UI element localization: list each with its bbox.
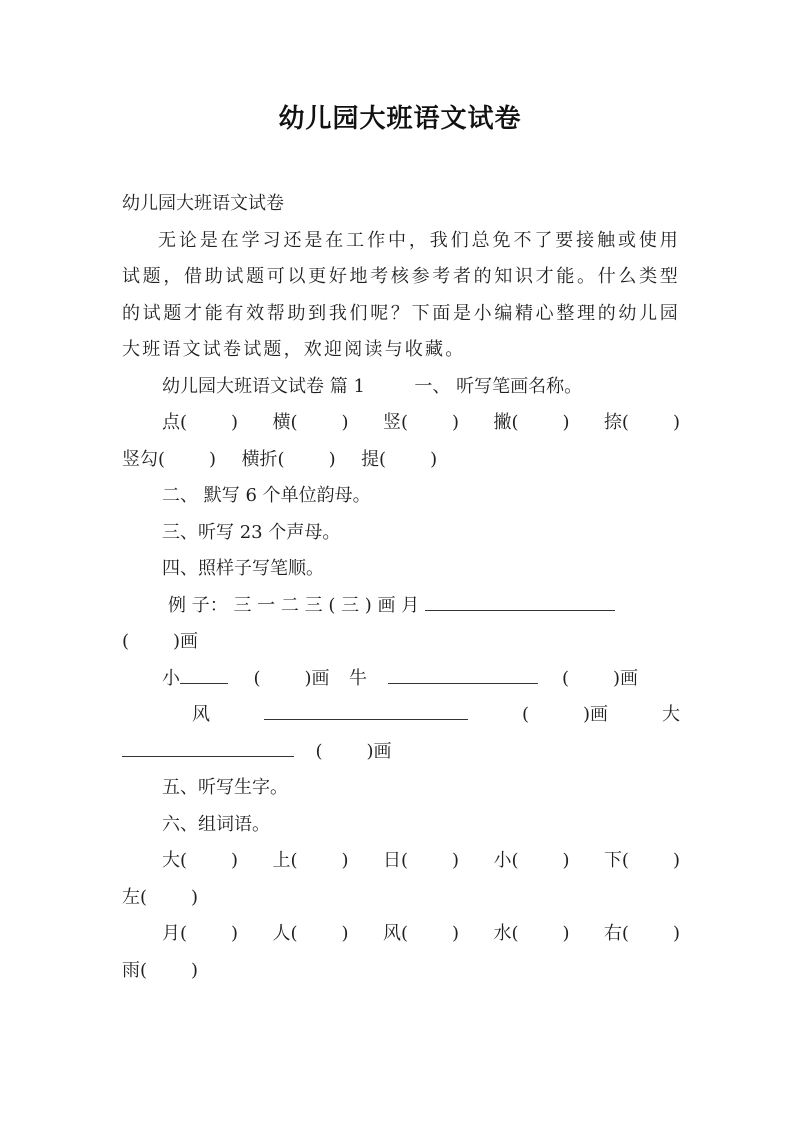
word-item: 上( ) — [272, 850, 349, 871]
answer-blank[interactable] — [264, 697, 468, 720]
answer-blank[interactable] — [388, 661, 538, 684]
words-row-2 — [122, 916, 680, 953]
answer-blank[interactable] — [425, 588, 615, 611]
words-row-2-tail: 雨( ) — [122, 959, 199, 981]
word-item: 人( ) — [272, 923, 349, 944]
question-3: 三、听写 23 个声母。 — [162, 521, 341, 543]
stroke-item: 捺( ) — [603, 412, 680, 433]
word-item: 小( ) — [493, 850, 570, 871]
small-niu-line: 小 ( )画 牛 ( )画 — [122, 661, 680, 698]
strokes-row-2: 竖勾( ) 横折( ) 提( ) — [122, 448, 438, 470]
question-2: 二、 默写 6 个单位韵母。 — [162, 485, 371, 506]
subtitle: 幼儿园大班语文试卷 — [122, 193, 284, 214]
intro-paragraph: 无论是在学习还是在工作中，我们总免不了要接触或使用试题，借助试题可以更好地考核参考者的知识才能。什么类型的试题才能有效帮助到我们呢？下面是小编精心整理的幼儿园大班语文试卷试题，欢迎阅读与收藏。 — [122, 229, 680, 360]
question-1-title: 一、 听写笔画名称。 — [414, 375, 583, 397]
stroke-item: 撇( ) — [493, 412, 570, 433]
answer-blank[interactable] — [180, 661, 228, 684]
word-item: 风( ) — [382, 923, 460, 944]
page-title: 幼儿园大班语文试卷 — [278, 104, 522, 134]
question-6: 六、组词语。 — [162, 813, 270, 835]
example-line — [122, 588, 680, 625]
word-item: 日( ) — [382, 850, 460, 871]
question-5: 五、听写生字。 — [162, 777, 288, 798]
words-row-1-tail: 左( ) — [122, 886, 199, 908]
words-row-1 — [122, 843, 680, 880]
word-item: 水( ) — [493, 923, 570, 944]
document-body — [122, 186, 680, 989]
strokes-row-1 — [122, 405, 680, 442]
example-line-cont: ( )画 — [122, 631, 199, 652]
word-item: 右( ) — [603, 923, 680, 944]
stroke-item: 点( ) — [162, 412, 239, 433]
stroke-item: 横( ) — [272, 412, 349, 433]
section-heading-line — [122, 369, 680, 406]
stroke-item: 竖( ) — [382, 412, 460, 433]
example-label: 例 子： 三 一 二 三 ( 三 ) 画 月 — [168, 594, 420, 616]
word-item: 大( ) — [162, 850, 239, 871]
da-line-cont: ( )画 — [122, 734, 680, 771]
word-item: 下( ) — [603, 850, 680, 871]
feng-da-line: 风 ( )画 大 — [122, 697, 680, 734]
question-4: 四、照样子写笔顺。 — [162, 558, 324, 579]
answer-blank[interactable] — [122, 734, 294, 757]
section-heading: 幼儿园大班语文试卷 篇 1 — [162, 375, 365, 397]
word-item: 月( ) — [162, 923, 239, 944]
